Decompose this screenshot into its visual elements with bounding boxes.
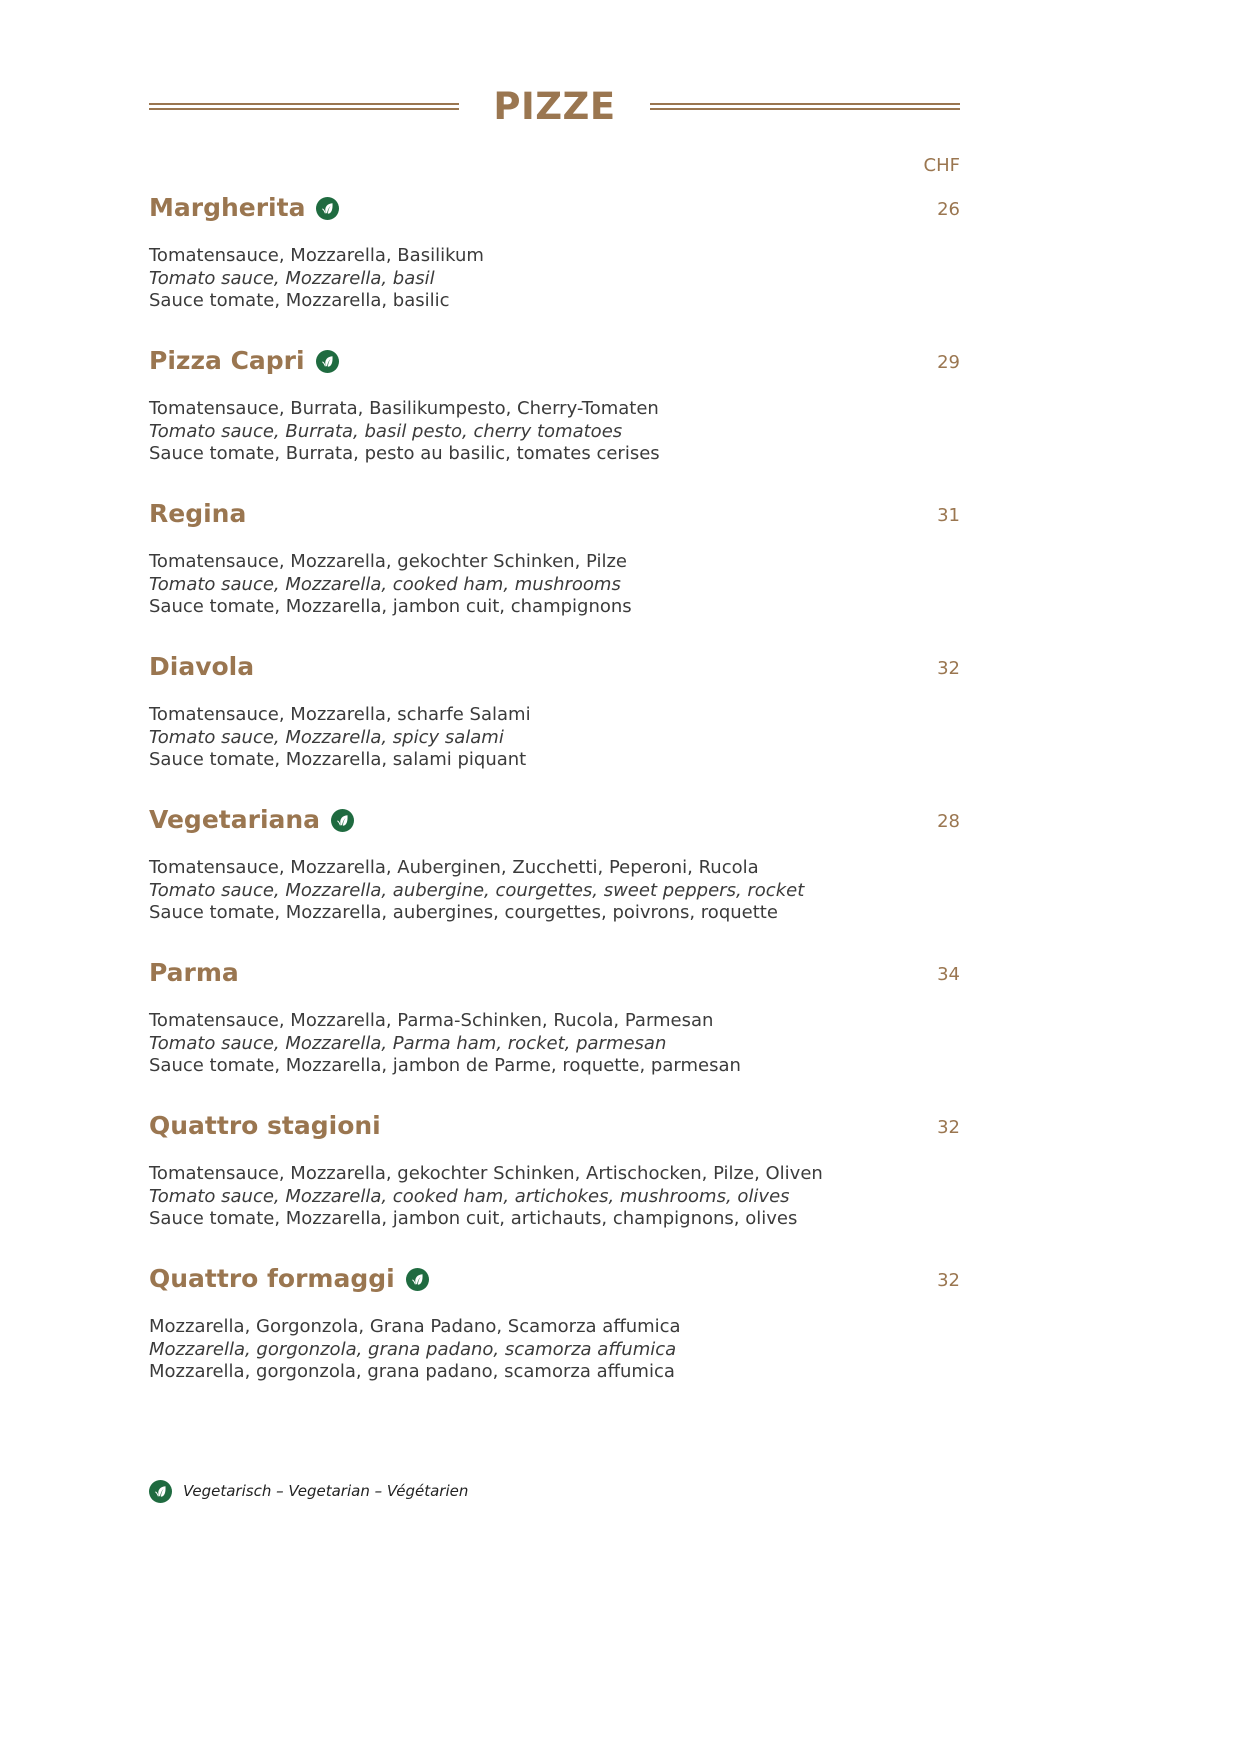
menu-item-description — [149, 245, 960, 313]
menu-item-name: Quattro stagioni — [149, 1111, 381, 1140]
menu-item-price: 32 — [937, 1117, 960, 1138]
description-german: Tomatensauce, Mozzarella, scharfe Salami — [149, 704, 531, 725]
description-german: Tomatensauce, Mozzarella, Basilikum — [149, 245, 484, 266]
menu-item-header — [149, 343, 960, 383]
menu-item-name: Quattro formaggi — [149, 1264, 395, 1293]
description-german: Tomatensauce, Mozzarella, Auberginen, Zucchetti, Peperoni, Rucola — [149, 857, 759, 878]
menu-item-header — [149, 955, 960, 995]
description-french: Sauce tomate, Mozzarella, jambon cuit, artichauts, champignons, olives — [149, 1208, 798, 1229]
menu-item-description — [149, 551, 960, 619]
description-english: Tomato sauce, Mozzarella, aubergine, courgettes, sweet peppers, rocket — [149, 879, 805, 901]
description-english: Tomato sauce, Mozzarella, cooked ham, artichokes, mushrooms, olives — [149, 1185, 790, 1207]
description-french: Sauce tomate, Mozzarella, basilic — [149, 290, 450, 311]
menu-item-header — [149, 1108, 960, 1148]
menu-item-quattro-stagioni — [149, 1108, 960, 1261]
menu-item-name: Pizza Capri — [149, 346, 305, 375]
menu-item-regina — [149, 496, 960, 649]
description-german: Tomatensauce, Burrata, Basilikumpesto, Cherry-Tomaten — [149, 398, 659, 419]
vegetarian-leaf-icon — [149, 1480, 172, 1503]
page-title: PIZZE — [493, 85, 616, 128]
menu-item-description — [149, 704, 960, 772]
description-german: Tomatensauce, Mozzarella, Parma-Schinken, Rucola, Parmesan — [149, 1010, 714, 1031]
menu-item-header — [149, 496, 960, 536]
vegetarian-leaf-icon — [406, 1268, 429, 1291]
menu-item-header — [149, 1261, 960, 1301]
menu-item-vegetariana — [149, 802, 960, 955]
menu-item-price: 32 — [937, 658, 960, 679]
description-french: Sauce tomate, Mozzarella, salami piquant — [149, 749, 527, 770]
menu-item-header — [149, 649, 960, 689]
menu-item-name: Vegetariana — [149, 805, 321, 834]
vegetarian-leaf-icon — [331, 809, 354, 832]
description-english: Tomato sauce, Burrata, basil pesto, cherry tomatoes — [149, 420, 623, 442]
header-rule-right — [650, 103, 960, 110]
menu-item-price: 26 — [937, 199, 960, 220]
menu-item-diavola — [149, 649, 960, 802]
description-french: Sauce tomate, Mozzarella, aubergines, courgettes, poivrons, roquette — [149, 902, 778, 923]
description-german: Tomatensauce, Mozzarella, gekochter Schinken, Artischocken, Pilze, Oliven — [149, 1163, 823, 1184]
menu-item-name: Parma — [149, 958, 239, 987]
description-french: Sauce tomate, Burrata, pesto au basilic, tomates cerises — [149, 443, 660, 464]
currency-label: CHF — [923, 155, 960, 176]
menu-item-margherita — [149, 190, 960, 343]
description-french: Sauce tomate, Mozzarella, jambon cuit, champignons — [149, 596, 632, 617]
menu-item-price: 29 — [937, 352, 960, 373]
description-english: Tomato sauce, Mozzarella, cooked ham, mushrooms — [149, 573, 621, 595]
legend-text: Vegetarisch – Vegetarian – Végétarien — [183, 1482, 469, 1500]
vegetarian-leaf-icon — [316, 350, 339, 373]
menu-item-pizza-capri — [149, 343, 960, 496]
menu-item-price: 31 — [937, 505, 960, 526]
menu-item-description — [149, 398, 960, 466]
menu-item-price: 28 — [937, 811, 960, 832]
menu-item-name: Diavola — [149, 652, 255, 681]
description-german: Tomatensauce, Mozzarella, gekochter Schinken, Pilze — [149, 551, 627, 572]
menu-item-description — [149, 1010, 960, 1078]
menu-item-description — [149, 857, 960, 925]
menu-item-quattro-formaggi — [149, 1261, 960, 1414]
menu-page — [149, 0, 960, 1556]
menu-item-name: Margherita — [149, 193, 306, 222]
description-english: Tomato sauce, Mozzarella, basil — [149, 267, 435, 289]
menu-item-price: 34 — [937, 964, 960, 985]
description-english: Tomato sauce, Mozzarella, Parma ham, rocket, parmesan — [149, 1032, 667, 1054]
description-german: Mozzarella, Gorgonzola, Grana Padano, Scamorza affumica — [149, 1316, 681, 1337]
description-english: Tomato sauce, Mozzarella, spicy salami — [149, 726, 504, 748]
menu-item-parma — [149, 955, 960, 1108]
description-french: Mozzarella, gorgonzola, grana padano, scamorza affumica — [149, 1361, 675, 1382]
menu-header — [149, 84, 960, 132]
menu-item-description — [149, 1316, 960, 1384]
vegetarian-legend — [149, 1479, 468, 1503]
vegetarian-leaf-icon — [316, 197, 339, 220]
menu-item-header — [149, 802, 960, 842]
menu-item-description — [149, 1163, 960, 1231]
description-french: Sauce tomate, Mozzarella, jambon de Parme, roquette, parmesan — [149, 1055, 741, 1076]
description-english: Mozzarella, gorgonzola, grana padano, scamorza affumica — [149, 1338, 677, 1360]
menu-item-header — [149, 190, 960, 230]
menu-item-price: 32 — [937, 1270, 960, 1291]
menu-items-list — [149, 190, 960, 1414]
menu-item-name: Regina — [149, 499, 247, 528]
